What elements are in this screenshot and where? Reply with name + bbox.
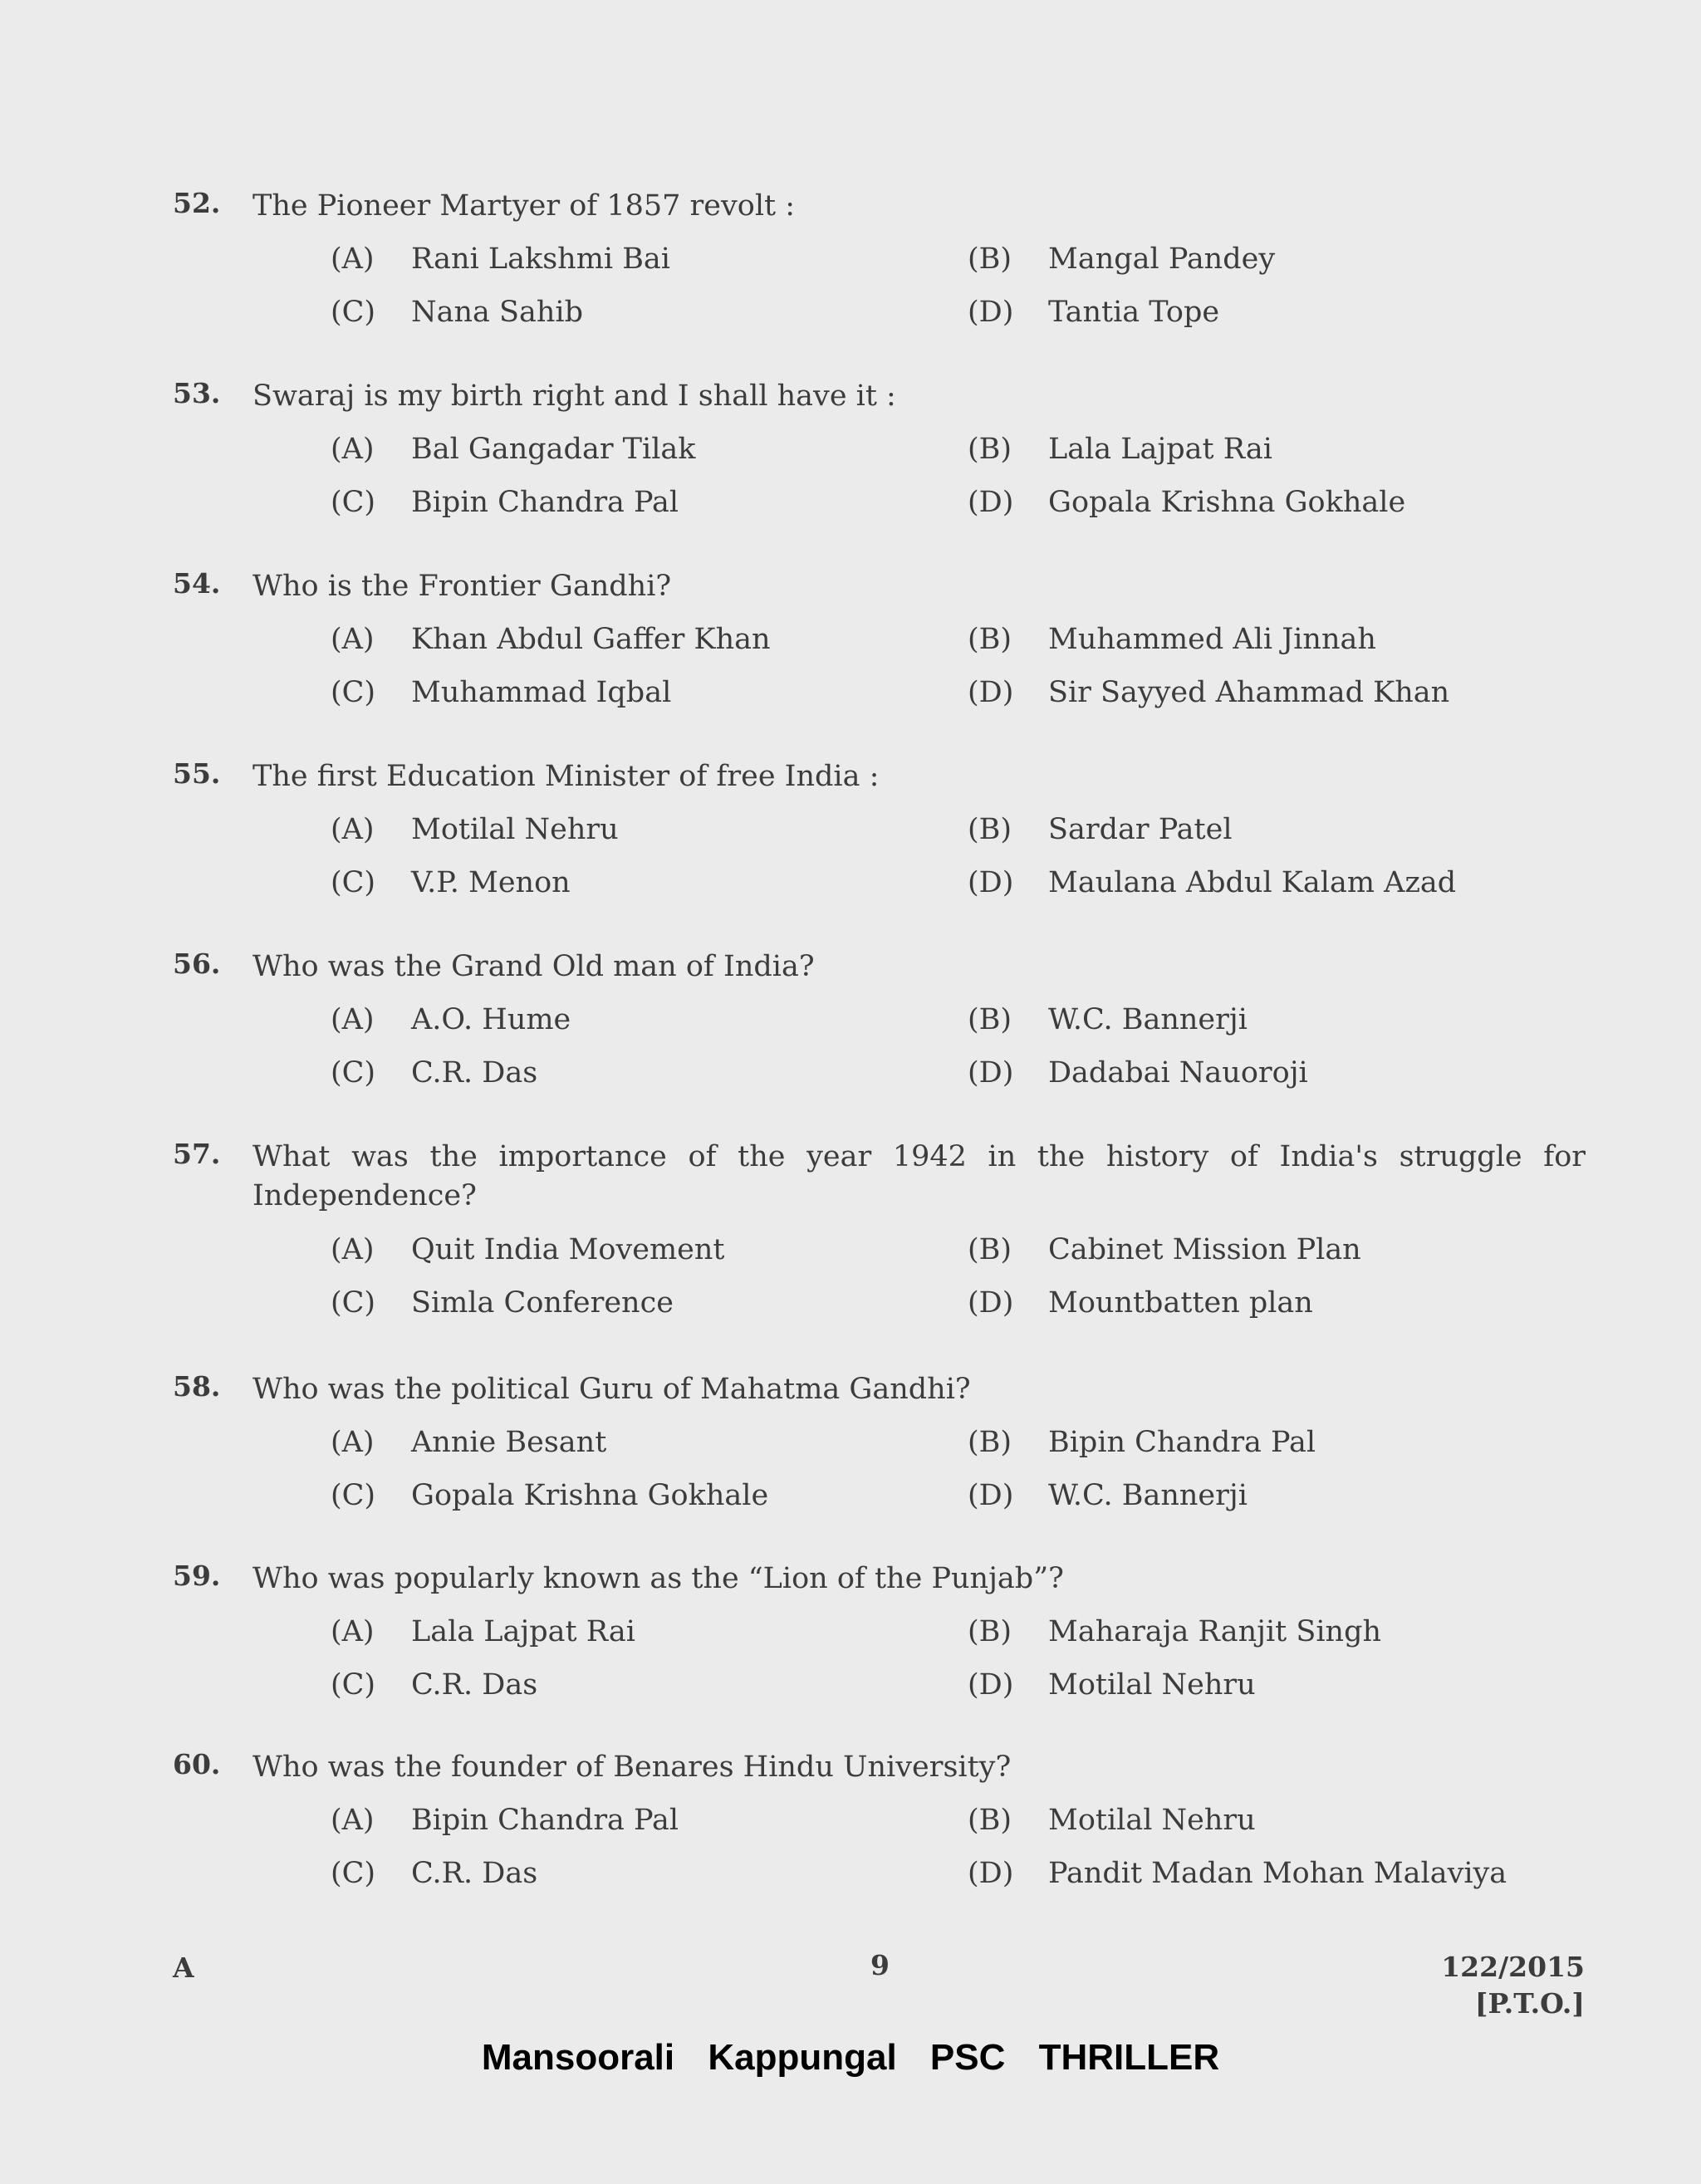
option-letter: (D) (968, 1479, 1014, 1512)
option-text: Cabinet Mission Plan (1048, 1233, 1361, 1266)
option-text: Maharaja Ranjit Singh (1048, 1615, 1382, 1648)
option-letter: (B) (968, 623, 1012, 656)
option-letter: (D) (968, 866, 1014, 899)
option-text: Sir Sayyed Ahammad Khan (1048, 676, 1450, 709)
option-letter: (D) (968, 1668, 1014, 1702)
question-number: 60. (173, 1748, 221, 1780)
option-text: Lala Lajpat Rai (1048, 433, 1272, 466)
option-letter: (B) (968, 1804, 1012, 1837)
option-text: Rani Lakshmi Bai (411, 242, 670, 276)
option-letter: (B) (968, 242, 1012, 276)
option-letter: (B) (968, 433, 1012, 466)
option-text: Lala Lajpat Rai (411, 1615, 635, 1648)
option-text: V.P. Menon (411, 866, 571, 899)
option-letter: (A) (331, 1233, 375, 1266)
option-letter: (C) (331, 1857, 376, 1890)
option-text: W.C. Bannerji (1048, 1003, 1248, 1036)
option-text: Bipin Chandra Pal (411, 486, 679, 519)
series-code: A (173, 1951, 194, 1984)
question-number: 57. (173, 1138, 221, 1170)
option-text: Quit India Movement (411, 1233, 725, 1266)
question-paper-code: 122/2015 (1441, 1951, 1585, 1983)
option-text: Motilal Nehru (411, 813, 619, 846)
option-letter: (A) (331, 1003, 375, 1036)
option-letter: (D) (968, 296, 1014, 329)
option-text: Muhammad Iqbal (411, 676, 672, 709)
option-letter: (C) (331, 866, 376, 899)
option-letter: (C) (331, 296, 376, 329)
question-text: The first Education Minister of free India : (252, 760, 880, 793)
option-letter: (C) (331, 1668, 376, 1702)
option-text: Nana Sahib (411, 296, 584, 329)
option-letter: (A) (331, 813, 375, 846)
question-number: 53. (173, 377, 221, 409)
option-letter: (B) (968, 1426, 1012, 1459)
question-number: 59. (173, 1560, 221, 1592)
option-text: Muhammed Ali Jinnah (1048, 623, 1376, 656)
question-text: What was the importance of the year 1942 in the history of India's struggle for Independence? (252, 1140, 1586, 1212)
question-text: The Pioneer Martyer of 1857 revolt : (252, 189, 796, 223)
question-text: Who was the political Guru of Mahatma Gandhi? (252, 1373, 971, 1406)
option-text: Maulana Abdul Kalam Azad (1048, 866, 1457, 899)
question-text: Swaraj is my birth right and I shall have it : (252, 380, 896, 413)
option-text: Simla Conference (411, 1286, 674, 1320)
option-text: Bal Gangadar Tilak (411, 433, 696, 466)
option-letter: (A) (331, 1615, 375, 1648)
question-number: 54. (173, 567, 221, 600)
option-text: Sardar Patel (1048, 813, 1233, 846)
option-letter: (D) (968, 676, 1014, 709)
option-text: Khan Abdul Gaffer Khan (411, 623, 771, 656)
question-number: 55. (173, 757, 221, 790)
option-letter: (D) (968, 1056, 1014, 1090)
option-letter: (D) (968, 486, 1014, 519)
question-number: 56. (173, 948, 221, 980)
option-letter: (C) (331, 1286, 376, 1320)
option-letter: (A) (331, 433, 375, 466)
option-text: Annie Besant (411, 1426, 607, 1459)
question-text: Who was the Grand Old man of India? (252, 950, 815, 983)
question-text: Who was popularly known as the “Lion of the Punjab”? (252, 1562, 1064, 1595)
option-letter: (C) (331, 1479, 376, 1512)
page-number: 9 (870, 1949, 890, 1981)
option-text: Bipin Chandra Pal (411, 1804, 679, 1837)
question-text: Who is the Frontier Gandhi? (252, 570, 672, 603)
option-text: Pandit Madan Mohan Malaviya (1048, 1857, 1507, 1890)
option-letter: (B) (968, 1003, 1012, 1036)
option-text: Tantia Tope (1048, 296, 1220, 329)
option-text: Gopala Krishna Gokhale (411, 1479, 769, 1512)
option-letter: (A) (331, 242, 375, 276)
option-text: A.O. Hume (411, 1003, 571, 1036)
option-text: Motilal Nehru (1048, 1668, 1256, 1702)
footer-right (1441, 1949, 1585, 2022)
option-letter: (B) (968, 1615, 1012, 1648)
question-number: 52. (173, 187, 221, 219)
option-text: Mangal Pandey (1048, 242, 1276, 276)
option-text: Mountbatten plan (1048, 1286, 1313, 1320)
pto-label: [P.T.O.] (1474, 1987, 1585, 2020)
option-text: Gopala Krishna Gokhale (1048, 486, 1406, 519)
option-text: C.R. Das (411, 1668, 538, 1702)
option-letter: (B) (968, 813, 1012, 846)
option-letter: (D) (968, 1286, 1014, 1320)
option-letter: (C) (331, 1056, 376, 1090)
option-text: Bipin Chandra Pal (1048, 1426, 1316, 1459)
option-letter: (A) (331, 1426, 375, 1459)
watermark-text: Mansoorali Kappungal PSC THRILLER (481, 2037, 1220, 2078)
option-letter: (D) (968, 1857, 1014, 1890)
option-text: C.R. Das (411, 1857, 538, 1890)
option-letter: (A) (331, 1804, 375, 1837)
option-letter: (B) (968, 1233, 1012, 1266)
option-text: C.R. Das (411, 1056, 538, 1090)
option-letter: (C) (331, 676, 376, 709)
question-text: Who was the founder of Benares Hindu University? (252, 1751, 1012, 1784)
option-text: Motilal Nehru (1048, 1804, 1256, 1837)
option-text: Dadabai Nauoroji (1048, 1056, 1308, 1090)
option-letter: (A) (331, 623, 375, 656)
option-letter: (C) (331, 486, 376, 519)
option-text: W.C. Bannerji (1048, 1479, 1248, 1512)
question-number: 58. (173, 1370, 221, 1403)
